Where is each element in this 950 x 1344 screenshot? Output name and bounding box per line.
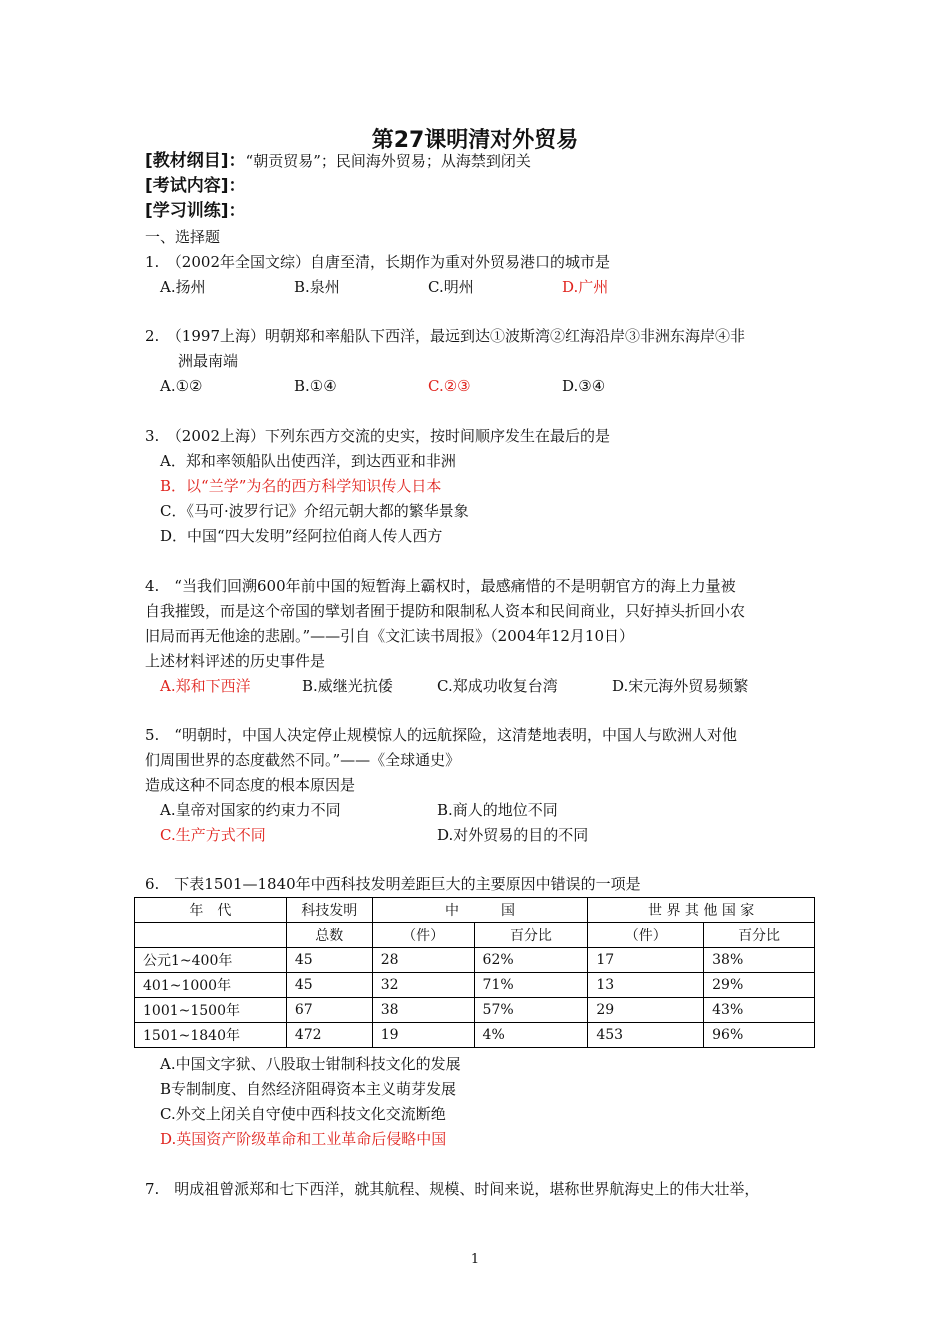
q4-line2: 自我摧毁，而是这个帝国的擘划者囿于提防和限制私人资本和民间商业，只好掉头折回小农 bbox=[145, 602, 746, 620]
table-cell: 28 bbox=[372, 948, 474, 973]
page-title: 第27课明清对外贸易 bbox=[371, 128, 579, 153]
q6-option-d-answer: D.英国资产阶级革命和工业革命后侵略中国 bbox=[160, 1130, 447, 1148]
outline-header bbox=[145, 151, 531, 171]
q4-option-d: D.宋元海外贸易频繁 bbox=[612, 677, 749, 695]
q6-option-a: A.中国文字狱、八股取士钳制科技文化的发展 bbox=[160, 1055, 461, 1073]
header-china: 中 国 bbox=[372, 898, 588, 923]
table-cell: 96% bbox=[704, 1023, 815, 1048]
q2-option-c-answer: C.②③ bbox=[428, 377, 471, 395]
q2-option-b: B.①④ bbox=[294, 377, 337, 395]
table-row bbox=[135, 973, 815, 998]
table-cell: 472 bbox=[286, 1023, 372, 1048]
exam-header: [考试内容]： bbox=[145, 176, 246, 196]
q2-line1: 2. （1997上海）明朝郑和率船队下西洋，最远到达①波斯湾②红海沿岸③非洲东海岸④非 bbox=[145, 327, 745, 345]
table-cell: 62% bbox=[474, 948, 588, 973]
q4-option-b: B.威继光抗倭 bbox=[302, 677, 393, 695]
table-cell: 29% bbox=[704, 973, 815, 998]
q1-option-d-answer: D.广州 bbox=[562, 278, 609, 296]
q5-line3: 造成这种不同态度的根本原因是 bbox=[145, 776, 356, 794]
table-cell: 38 bbox=[372, 998, 474, 1023]
table-cell: 401~1000年 bbox=[135, 973, 287, 998]
practice-header: [学习训练]： bbox=[145, 201, 246, 221]
outline-text: “朝贡贸易”；民间海外贸易；从海禁到闭关 bbox=[245, 152, 531, 170]
q2-option-a: A.①② bbox=[160, 377, 203, 395]
q6-option-b: B专制制度、自然经济阻碍资本主义萌芽发展 bbox=[160, 1080, 457, 1098]
q6-option-c: C.外交上闭关自守使中西科技文化交流断绝 bbox=[160, 1105, 446, 1123]
invention-table bbox=[134, 897, 815, 1048]
q3-option-a: A．郑和率领船队出使西洋，到达西亚和非洲 bbox=[160, 452, 456, 470]
q4-line4: 上述材料评述的历史事件是 bbox=[145, 652, 326, 670]
table-header-row bbox=[135, 898, 815, 923]
table-cell: 45 bbox=[286, 973, 372, 998]
header-world: 世 界 其 他 国 家 bbox=[588, 898, 815, 923]
table-subheader-row bbox=[135, 923, 815, 948]
table-cell: 57% bbox=[474, 998, 588, 1023]
q4-option-c: C.郑成功收复台湾 bbox=[437, 677, 558, 695]
header-era-empty bbox=[135, 923, 287, 948]
table-cell: 67 bbox=[286, 998, 372, 1023]
q1-option-b: B.泉州 bbox=[294, 278, 340, 296]
q4-option-a-answer: A.郑和下西洋 bbox=[160, 677, 251, 695]
q5-option-c-answer: C.生产方式不同 bbox=[160, 826, 266, 844]
q2-line2: 洲最南端 bbox=[178, 352, 239, 370]
q4-line1: 4. “当我们回溯600年前中国的短暂海上霸权时，最感痛惜的不是明朝官方的海上力量被 bbox=[145, 577, 736, 595]
q1-option-c: C.明州 bbox=[428, 278, 474, 296]
q7-text: 7. 明成祖曾派郑和七下西洋，就其航程、规模、时间来说，堪称世界航海史上的伟大壮举， bbox=[145, 1180, 760, 1198]
q6-text: 6. 下表1501—1840年中西科技发明差距巨大的主要原因中错误的一项是 bbox=[145, 875, 641, 893]
q5-option-d: D.对外贸易的目的不同 bbox=[437, 826, 589, 844]
table-cell: 71% bbox=[474, 973, 588, 998]
table-cell: 453 bbox=[588, 1023, 704, 1048]
table-cell: 17 bbox=[588, 948, 704, 973]
header-china-count: （件） bbox=[372, 923, 474, 948]
table-cell: 4% bbox=[474, 1023, 588, 1048]
header-total: 科技发明 bbox=[286, 898, 372, 923]
table-cell: 13 bbox=[588, 973, 704, 998]
table-cell: 公元1~400年 bbox=[135, 948, 287, 973]
table-cell: 1001~1500年 bbox=[135, 998, 287, 1023]
q3-option-d: D．中国“四大发明”经阿拉伯商人传人西方 bbox=[160, 527, 443, 545]
table-cell: 45 bbox=[286, 948, 372, 973]
header-world-pct: 百分比 bbox=[704, 923, 815, 948]
q2-option-d: D.③④ bbox=[562, 377, 606, 395]
q3-text: 3. （2002上海）下列东西方交流的史实，按时间顺序发生在最后的是 bbox=[145, 427, 610, 445]
outline-label: [教材纲目]： bbox=[145, 151, 246, 171]
q1-option-a: A.扬州 bbox=[160, 278, 206, 296]
table-cell: 43% bbox=[704, 998, 815, 1023]
q5-line2: 们周围世界的态度截然不同。”——《全球通史》 bbox=[145, 751, 461, 769]
page-number: 1 bbox=[470, 1252, 480, 1267]
q5-option-b: B.商人的地位不同 bbox=[437, 801, 558, 819]
table-row bbox=[135, 948, 815, 973]
q4-line3: 旧局而再无他途的悲剧。”——引自《文汇读书周报》（2004年12月10日） bbox=[145, 627, 635, 645]
section-title: 一、选择题 bbox=[145, 228, 221, 246]
table-cell: 19 bbox=[372, 1023, 474, 1048]
table-cell: 1501~1840年 bbox=[135, 1023, 287, 1048]
table-cell: 38% bbox=[704, 948, 815, 973]
q5-line1: 5. “明朝时，中国人决定停止规模惊人的远航探险，这清楚地表明，中国人与欧洲人对他 bbox=[145, 726, 737, 744]
q5-option-a: A.皇帝对国家的约束力不同 bbox=[160, 801, 341, 819]
table-row bbox=[135, 998, 815, 1023]
table-cell: 32 bbox=[372, 973, 474, 998]
q3-option-b-answer: B．以“兰学”为名的西方科学知识传人日本 bbox=[160, 477, 442, 495]
table-row bbox=[135, 1023, 815, 1048]
table-cell: 29 bbox=[588, 998, 704, 1023]
q1-text: 1. （2002年全国文综）自唐至清，长期作为重对外贸易港口的城市是 bbox=[145, 253, 610, 271]
header-world-count: （件） bbox=[588, 923, 704, 948]
q3-option-c: C．《马可·波罗行记》介绍元朝大都的繁华景象 bbox=[160, 502, 469, 520]
header-total-2: 总数 bbox=[286, 923, 372, 948]
header-china-pct: 百分比 bbox=[474, 923, 588, 948]
header-era: 年 代 bbox=[135, 898, 287, 923]
